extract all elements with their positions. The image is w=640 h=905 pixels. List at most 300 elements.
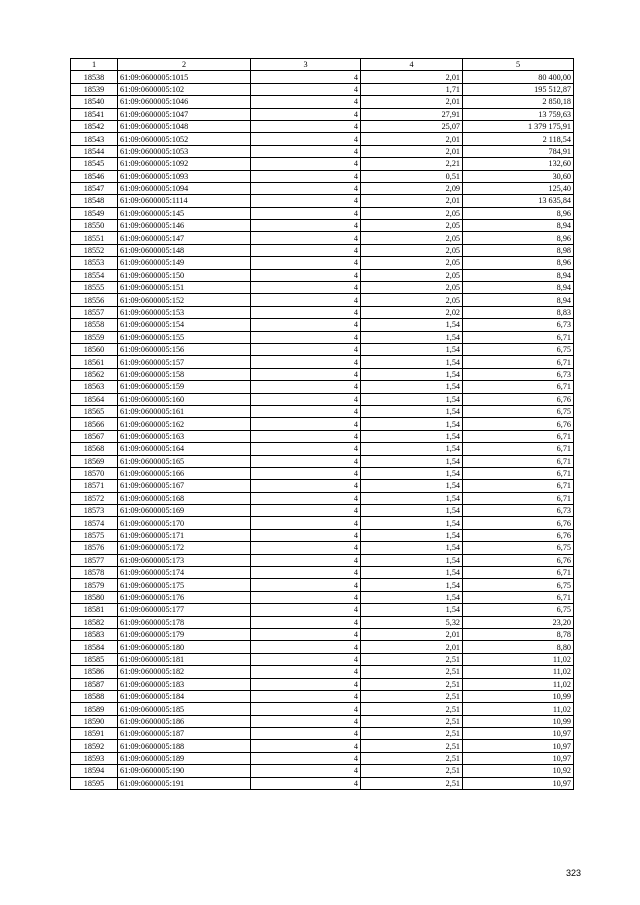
table-row [71,306,574,318]
table-row [71,542,574,554]
table-row [71,752,574,764]
table-cell-col-5: 6,75 [463,343,574,355]
table-cell-col-1: 18546 [71,170,118,182]
table-row [71,467,574,479]
table-cell-col-5: 8,98 [463,244,574,256]
table-cell-col-1: 18555 [71,282,118,294]
table-row [71,195,574,207]
table-cell-col-3: 4 [251,443,361,455]
table-cell-col-1: 18579 [71,579,118,591]
table-cell-col-1: 18556 [71,294,118,306]
table-cell-col-2: 61:09:0600005:187 [118,728,251,740]
table-cell-col-4: 0,51 [361,170,463,182]
table-cell-col-5: 8,94 [463,220,574,232]
table-cell-col-1: 18567 [71,430,118,442]
column-header-2: 2 [118,59,251,71]
table-cell-col-4: 1,54 [361,554,463,566]
table-cell-col-5: 6,73 [463,319,574,331]
table-cell-col-3: 4 [251,430,361,442]
table-cell-col-1: 18548 [71,195,118,207]
table-cell-col-5: 6,71 [463,331,574,343]
table-cell-col-4: 2,05 [361,220,463,232]
table-row [71,368,574,380]
table-cell-col-4: 2,01 [361,195,463,207]
table-cell-col-4: 2,05 [361,257,463,269]
table-cell-col-3: 4 [251,120,361,132]
table-row [71,244,574,256]
table-cell-col-2: 61:09:0600005:188 [118,740,251,752]
table-cell-col-5: 6,76 [463,529,574,541]
table-row [71,480,574,492]
table-cell-col-2: 61:09:0600005:159 [118,381,251,393]
table-cell-col-5: 8,96 [463,207,574,219]
table-cell-col-3: 4 [251,740,361,752]
table-cell-col-3: 4 [251,182,361,194]
table-cell-col-2: 61:09:0600005:102 [118,83,251,95]
table-cell-col-2: 61:09:0600005:183 [118,678,251,690]
table-cell-col-1: 18552 [71,244,118,256]
table-cell-col-3: 4 [251,616,361,628]
table-row [71,381,574,393]
table-cell-col-5: 1 379 175,91 [463,120,574,132]
table-cell-col-1: 18589 [71,703,118,715]
table-row [71,579,574,591]
table-cell-col-3: 4 [251,71,361,83]
table-cell-col-5: 6,73 [463,368,574,380]
table-cell-col-1: 18585 [71,653,118,665]
table-row [71,455,574,467]
table-cell-col-1: 18560 [71,343,118,355]
table-cell-col-1: 18547 [71,182,118,194]
table-row [71,529,574,541]
table-cell-col-4: 2,51 [361,703,463,715]
table-cell-col-2: 61:09:0600005:189 [118,752,251,764]
table-cell-col-1: 18593 [71,752,118,764]
table-row [71,331,574,343]
table-cell-col-2: 61:09:0600005:184 [118,690,251,702]
table-cell-col-2: 61:09:0600005:148 [118,244,251,256]
table-cell-col-5: 6,76 [463,418,574,430]
table-cell-col-4: 2,51 [361,715,463,727]
table-cell-col-2: 61:09:0600005:181 [118,653,251,665]
table-cell-col-1: 18569 [71,455,118,467]
table-cell-col-5: 6,71 [463,443,574,455]
table-cell-col-5: 6,71 [463,455,574,467]
table-cell-col-1: 18551 [71,232,118,244]
table-cell-col-3: 4 [251,145,361,157]
table-cell-col-4: 1,54 [361,529,463,541]
table-cell-col-3: 4 [251,232,361,244]
table-cell-col-3: 4 [251,331,361,343]
table-cell-col-3: 4 [251,418,361,430]
table-cell-col-4: 1,54 [361,368,463,380]
table-cell-col-4: 1,54 [361,467,463,479]
table-cell-col-2: 61:09:0600005:191 [118,777,251,789]
table-cell-col-5: 11,02 [463,653,574,665]
table-cell-col-2: 61:09:0600005:1093 [118,170,251,182]
table-cell-col-5: 2 850,18 [463,96,574,108]
table-cell-col-3: 4 [251,108,361,120]
table-cell-col-3: 4 [251,393,361,405]
table-row [71,393,574,405]
table-row [71,83,574,95]
table-cell-col-1: 18588 [71,690,118,702]
table-row [71,269,574,281]
table-cell-col-3: 4 [251,529,361,541]
table-cell-col-4: 2,01 [361,96,463,108]
table-row [71,777,574,789]
table-row [71,430,574,442]
table-cell-col-4: 2,05 [361,269,463,281]
table-cell-col-5: 11,02 [463,666,574,678]
column-header-5: 5 [463,59,574,71]
table-cell-col-5: 8,80 [463,641,574,653]
table-cell-col-1: 18595 [71,777,118,789]
table-cell-col-2: 61:09:0600005:173 [118,554,251,566]
table-cell-col-5: 6,76 [463,517,574,529]
column-header-3: 3 [251,59,361,71]
table-row [71,703,574,715]
table-cell-col-4: 1,54 [361,480,463,492]
table-row [71,715,574,727]
table-cell-col-2: 61:09:0600005:190 [118,765,251,777]
table-cell-col-2: 61:09:0600005:169 [118,505,251,517]
table-cell-col-2: 61:09:0600005:1114 [118,195,251,207]
table-cell-col-4: 2,02 [361,306,463,318]
table-row [71,108,574,120]
table-cell-col-5: 6,71 [463,356,574,368]
table-cell-col-2: 61:09:0600005:1048 [118,120,251,132]
table-cell-col-2: 61:09:0600005:171 [118,529,251,541]
table-cell-col-3: 4 [251,554,361,566]
table-row [71,257,574,269]
table-row [71,133,574,145]
table-cell-col-5: 11,02 [463,678,574,690]
table-cell-col-1: 18545 [71,158,118,170]
table-row [71,653,574,665]
table-cell-col-2: 61:09:0600005:167 [118,480,251,492]
table-cell-col-1: 18577 [71,554,118,566]
table-cell-col-1: 18583 [71,628,118,640]
table-cell-col-3: 4 [251,257,361,269]
table-cell-col-4: 1,54 [361,381,463,393]
table-cell-col-4: 2,51 [361,765,463,777]
table-cell-col-3: 4 [251,505,361,517]
table-cell-col-2: 61:09:0600005:186 [118,715,251,727]
table-header [71,59,574,71]
table-cell-col-5: 10,92 [463,765,574,777]
table-cell-col-1: 18558 [71,319,118,331]
table-cell-col-1: 18553 [71,257,118,269]
table-cell-col-2: 61:09:0600005:152 [118,294,251,306]
table-cell-col-5: 6,75 [463,604,574,616]
table-cell-col-4: 5,32 [361,616,463,628]
table-cell-col-5: 10,97 [463,728,574,740]
table-cell-col-5: 195 512,87 [463,83,574,95]
table-row [71,567,574,579]
table-cell-col-5: 11,02 [463,703,574,715]
table-cell-col-3: 4 [251,294,361,306]
table-cell-col-3: 4 [251,220,361,232]
table-row [71,765,574,777]
table-cell-col-1: 18590 [71,715,118,727]
table-cell-col-2: 61:09:0600005:178 [118,616,251,628]
table-cell-col-3: 4 [251,728,361,740]
table-cell-col-3: 4 [251,381,361,393]
table-cell-col-3: 4 [251,628,361,640]
table-cell-col-3: 4 [251,83,361,95]
table-cell-col-1: 18538 [71,71,118,83]
table-cell-col-4: 2,21 [361,158,463,170]
table-cell-col-2: 61:09:0600005:164 [118,443,251,455]
table-cell-col-5: 8,78 [463,628,574,640]
table-cell-col-5: 6,76 [463,393,574,405]
table-cell-col-1: 18549 [71,207,118,219]
table-cell-col-5: 6,71 [463,430,574,442]
table-cell-col-4: 1,54 [361,567,463,579]
table-cell-col-1: 18592 [71,740,118,752]
table-row [71,517,574,529]
table-cell-col-5: 8,94 [463,282,574,294]
table-cell-col-2: 61:09:0600005:145 [118,207,251,219]
table-cell-col-3: 4 [251,690,361,702]
table-row [71,158,574,170]
table-cell-col-3: 4 [251,158,361,170]
table-cell-col-4: 1,54 [361,542,463,554]
table-cell-col-5: 8,96 [463,232,574,244]
table-cell-col-2: 61:09:0600005:146 [118,220,251,232]
table-cell-col-1: 18580 [71,591,118,603]
table-cell-col-3: 4 [251,678,361,690]
table-row [71,678,574,690]
table-cell-col-4: 1,54 [361,319,463,331]
table-cell-col-4: 2,05 [361,294,463,306]
table-cell-col-3: 4 [251,703,361,715]
table-cell-col-1: 18561 [71,356,118,368]
table-cell-col-4: 1,54 [361,604,463,616]
table-cell-col-3: 4 [251,467,361,479]
table-cell-col-4: 1,54 [361,591,463,603]
header-row [71,59,574,71]
table-cell-col-5: 10,99 [463,690,574,702]
table-cell-col-5: 6,76 [463,554,574,566]
table-cell-col-5: 8,94 [463,294,574,306]
table-cell-col-2: 61:09:0600005:168 [118,492,251,504]
table-cell-col-1: 18570 [71,467,118,479]
table-row [71,71,574,83]
table-cell-col-1: 18591 [71,728,118,740]
table-row [71,628,574,640]
table-cell-col-4: 1,54 [361,505,463,517]
table-row [71,343,574,355]
table-row [71,591,574,603]
table-cell-col-1: 18586 [71,666,118,678]
table-cell-col-2: 61:09:0600005:151 [118,282,251,294]
table-cell-col-3: 4 [251,542,361,554]
table-cell-col-1: 18542 [71,120,118,132]
table-cell-col-5: 10,99 [463,715,574,727]
table-cell-col-3: 4 [251,133,361,145]
table-cell-col-3: 4 [251,666,361,678]
table-cell-col-5: 6,71 [463,480,574,492]
table-cell-col-3: 4 [251,96,361,108]
table-row [71,554,574,566]
table-cell-col-1: 18544 [71,145,118,157]
table-row [71,728,574,740]
table-cell-col-5: 6,73 [463,505,574,517]
table-cell-col-3: 4 [251,579,361,591]
table-cell-col-2: 61:09:0600005:179 [118,628,251,640]
table-cell-col-2: 61:09:0600005:149 [118,257,251,269]
column-header-1: 1 [71,59,118,71]
table-cell-col-4: 2,05 [361,207,463,219]
table-cell-col-2: 61:09:0600005:157 [118,356,251,368]
table-cell-col-5: 10,97 [463,777,574,789]
table-cell-col-1: 18584 [71,641,118,653]
table-cell-col-5: 13 635,84 [463,195,574,207]
table-cell-col-2: 61:09:0600005:180 [118,641,251,653]
table-cell-col-4: 1,54 [361,492,463,504]
table-cell-col-4: 2,51 [361,777,463,789]
table-cell-col-2: 61:09:0600005:1047 [118,108,251,120]
table-cell-col-2: 61:09:0600005:150 [118,269,251,281]
table-cell-col-1: 18581 [71,604,118,616]
table-cell-col-5: 8,94 [463,269,574,281]
table-cell-col-2: 61:09:0600005:161 [118,405,251,417]
table-cell-col-3: 4 [251,517,361,529]
table-cell-col-2: 61:09:0600005:1094 [118,182,251,194]
table-cell-col-3: 4 [251,455,361,467]
table-cell-col-1: 18564 [71,393,118,405]
table-cell-col-5: 30,60 [463,170,574,182]
table-cell-col-1: 18574 [71,517,118,529]
table-cell-col-1: 18550 [71,220,118,232]
table-cell-col-2: 61:09:0600005:175 [118,579,251,591]
table-cell-col-4: 25,07 [361,120,463,132]
table-cell-col-2: 61:09:0600005:160 [118,393,251,405]
table-cell-col-1: 18559 [71,331,118,343]
table-cell-col-2: 61:09:0600005:1046 [118,96,251,108]
table-cell-col-4: 1,54 [361,343,463,355]
table-cell-col-1: 18568 [71,443,118,455]
table-cell-col-3: 4 [251,653,361,665]
table-cell-col-3: 4 [251,306,361,318]
table-cell-col-1: 18562 [71,368,118,380]
table-cell-col-4: 1,54 [361,393,463,405]
table-row [71,294,574,306]
table-cell-col-4: 2,01 [361,133,463,145]
table-row [71,356,574,368]
table-cell-col-1: 18543 [71,133,118,145]
table-cell-col-2: 61:09:0600005:147 [118,232,251,244]
table-cell-col-4: 1,54 [361,418,463,430]
table-row [71,207,574,219]
table-cell-col-5: 13 759,63 [463,108,574,120]
table-cell-col-5: 6,75 [463,405,574,417]
table-cell-col-5: 6,71 [463,567,574,579]
table-cell-col-5: 6,71 [463,381,574,393]
data-table [70,58,574,790]
table-cell-col-1: 18573 [71,505,118,517]
table-cell-col-2: 61:09:0600005:1015 [118,71,251,83]
table-cell-col-3: 4 [251,604,361,616]
table-cell-col-4: 2,51 [361,740,463,752]
table-cell-col-2: 61:09:0600005:182 [118,666,251,678]
table-cell-col-3: 4 [251,777,361,789]
table-cell-col-4: 2,09 [361,182,463,194]
table-cell-col-4: 1,54 [361,405,463,417]
table-row [71,120,574,132]
table-cell-col-4: 2,01 [361,628,463,640]
table-cell-col-5: 125,40 [463,182,574,194]
table-cell-col-4: 2,51 [361,666,463,678]
table-cell-col-5: 8,96 [463,257,574,269]
table-cell-col-5: 6,75 [463,579,574,591]
table-cell-col-2: 61:09:0600005:158 [118,368,251,380]
table-cell-col-1: 18578 [71,567,118,579]
table-cell-col-3: 4 [251,195,361,207]
table-row [71,505,574,517]
table-cell-col-3: 4 [251,765,361,777]
table-cell-col-3: 4 [251,641,361,653]
table-cell-col-5: 23,20 [463,616,574,628]
table-row [71,492,574,504]
table-cell-col-3: 4 [251,356,361,368]
table-cell-col-2: 61:09:0600005:153 [118,306,251,318]
table-cell-col-2: 61:09:0600005:163 [118,430,251,442]
table-cell-col-3: 4 [251,492,361,504]
table-cell-col-1: 18563 [71,381,118,393]
table-row [71,418,574,430]
table-cell-col-3: 4 [251,752,361,764]
table-cell-col-2: 61:09:0600005:1052 [118,133,251,145]
table-cell-col-1: 18587 [71,678,118,690]
table-row [71,145,574,157]
table-cell-col-3: 4 [251,207,361,219]
table-cell-col-5: 10,97 [463,740,574,752]
table-cell-col-2: 61:09:0600005:1092 [118,158,251,170]
table-row [71,666,574,678]
table-body [71,71,574,790]
table-cell-col-4: 2,01 [361,641,463,653]
table-cell-col-2: 61:09:0600005:174 [118,567,251,579]
table-cell-col-2: 61:09:0600005:170 [118,517,251,529]
table-cell-col-1: 18582 [71,616,118,628]
table-cell-col-4: 1,71 [361,83,463,95]
table-row [71,232,574,244]
table-cell-col-2: 61:09:0600005:176 [118,591,251,603]
table-row [71,641,574,653]
table-cell-col-3: 4 [251,715,361,727]
table-cell-col-5: 784,91 [463,145,574,157]
table-cell-col-4: 2,51 [361,690,463,702]
table-row [71,282,574,294]
table-cell-col-2: 61:09:0600005:166 [118,467,251,479]
table-cell-col-3: 4 [251,170,361,182]
table-cell-col-4: 2,05 [361,244,463,256]
table-row [71,220,574,232]
table-cell-col-3: 4 [251,405,361,417]
table-cell-col-1: 18566 [71,418,118,430]
table-cell-col-1: 18565 [71,405,118,417]
table-cell-col-3: 4 [251,368,361,380]
table-cell-col-5: 8,83 [463,306,574,318]
table-cell-col-4: 1,54 [361,517,463,529]
table-row [71,690,574,702]
table-cell-col-2: 61:09:0600005:185 [118,703,251,715]
table-cell-col-2: 61:09:0600005:165 [118,455,251,467]
table-cell-col-4: 27,91 [361,108,463,120]
